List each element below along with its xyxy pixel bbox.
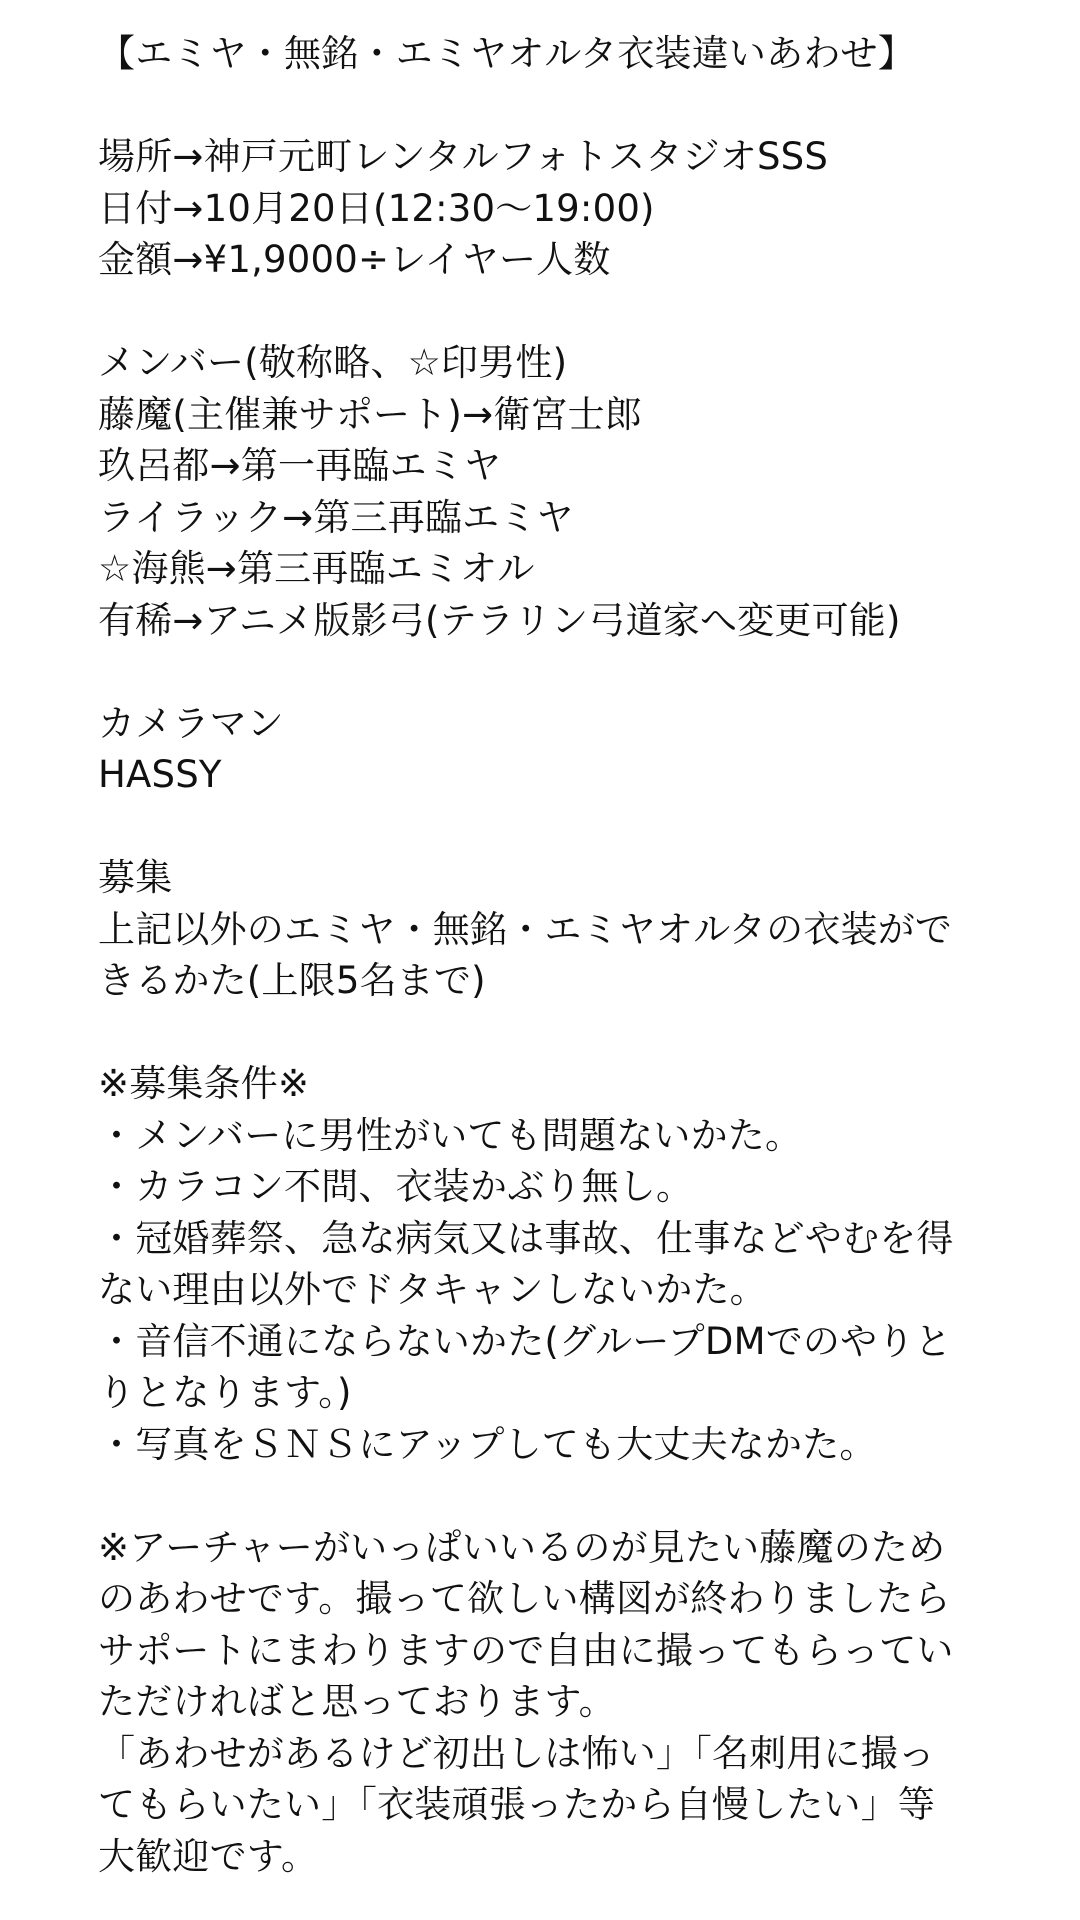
members-heading: メンバー(敬称略、☆印男性) bbox=[98, 341, 568, 384]
date-line: 日付→10月20日(12:30〜19:00) bbox=[98, 186, 655, 230]
blank-line bbox=[98, 286, 978, 338]
member-item: 藤魔(主催兼サポート)→衛宮士郎 bbox=[98, 392, 643, 436]
member-item: 有稀→アニメ版影弓(テラリン弓道家へ変更可能) bbox=[98, 598, 901, 642]
condition-line: ・メンバーに男性がいても問題ないかた。 bbox=[98, 1113, 803, 1157]
blank-line bbox=[98, 80, 978, 132]
condition-line: ・音信不通にならないかた(グループDMでのやりと bbox=[98, 1319, 952, 1363]
member-item: 玖呂都→第一再臨エミヤ bbox=[98, 444, 502, 487]
document-body bbox=[98, 28, 978, 1882]
condition-line: りとなります。) bbox=[98, 1371, 352, 1414]
recruit-heading: 募集 bbox=[98, 856, 173, 899]
conditions-heading: ※募集条件※ bbox=[98, 1062, 310, 1105]
document-title: 【エミヤ・無銘・エミヤオルタ衣装違いあわせ】 bbox=[98, 32, 915, 75]
price-line: 金額→¥1,9000÷レイヤー人数 bbox=[98, 238, 611, 281]
note-line: 「あわせがあるけど初出しは怖い」「名刺用に撮っ bbox=[98, 1731, 936, 1775]
note-line: 大歓迎です。 bbox=[98, 1834, 319, 1878]
blank-line bbox=[98, 801, 978, 853]
note-line: サポートにまわりますので自由に撮ってもらってい bbox=[98, 1628, 954, 1672]
condition-line: ない理由以外でドタキャンしないかた。 bbox=[98, 1268, 767, 1311]
recruit-line: 上記以外のエミヤ・無銘・エミヤオルタの衣装がで bbox=[98, 907, 953, 951]
note-line: ただければと思っております。 bbox=[98, 1680, 616, 1723]
note-line: てもらいたい」「衣装頑張ったから自慢したい」等 bbox=[98, 1783, 936, 1826]
blank-line bbox=[98, 1470, 978, 1522]
condition-line: ・カラコン不問、衣装かぶり無し。 bbox=[98, 1165, 694, 1208]
place-line: 場所→神戸元町レンタルフォトスタジオSSS bbox=[98, 135, 829, 178]
recruit-line: きるかた(上限5名まで) bbox=[98, 959, 486, 1002]
camera-heading: カメラマン bbox=[98, 701, 284, 745]
condition-line: ・冠婚葬祭、急な病気又は事故、仕事などやむを得 bbox=[98, 1216, 954, 1260]
blank-line bbox=[98, 1007, 978, 1059]
note-line: のあわせです。撮って欲しい構図が終わりましたら bbox=[98, 1577, 951, 1620]
member-item: ライラック→第三再臨エミヤ bbox=[98, 495, 574, 539]
blank-line bbox=[98, 646, 978, 698]
camera-name: HASSY bbox=[98, 753, 222, 796]
note-line: ※アーチャーがいっぱいいるのが見たい藤魔のため bbox=[98, 1525, 946, 1569]
condition-line: ・写真をＳＮＳにアップしても大丈夫なかた。 bbox=[98, 1422, 877, 1466]
member-item: ☆海熊→第三再臨エミオル bbox=[98, 547, 535, 590]
